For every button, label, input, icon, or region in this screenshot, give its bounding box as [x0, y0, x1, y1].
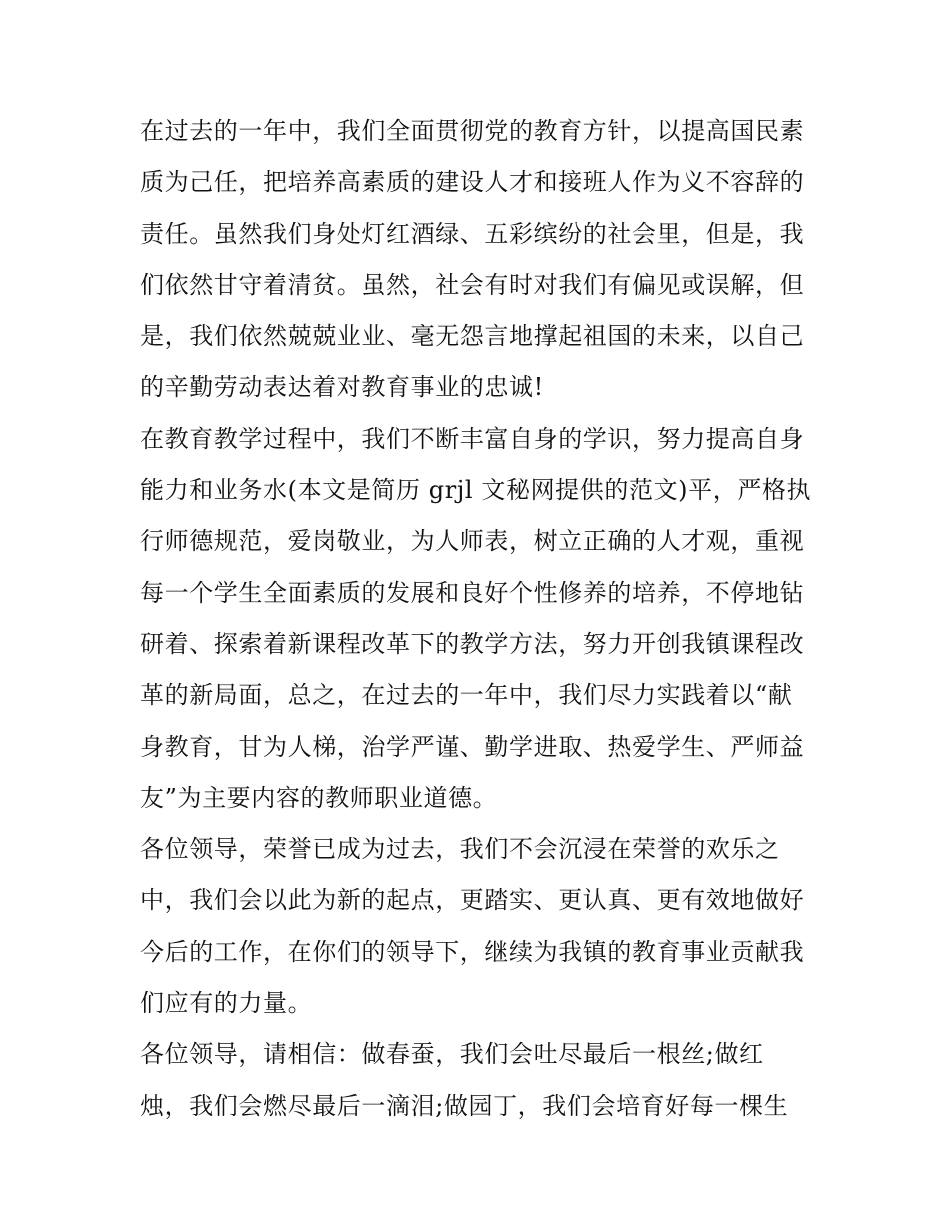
- text-line: 烛，我们会燃尽最后一滴泪;做园丁，我们会培育好每一棵生: [140, 1091, 789, 1120]
- text-line: 各位领导，荣誉已成为过去，我们不会沉浸在荣誉的欢乐之: [140, 835, 780, 864]
- text-line: 是，我们依然兢兢业业、毫无怨言地撑起祖国的未来，以自己: [140, 322, 805, 351]
- text-line: 每一个学生全面素质的发展和良好个性修养的培养，不停地钻: [140, 578, 805, 607]
- text-line: 们应有的力量。: [140, 989, 313, 1018]
- text-line: 中，我们会以此为新的起点，更踏实、更认真、更有效地做好: [140, 886, 805, 915]
- text-line: 各位领导，请相信：做春蚕，我们会吐尽最后一根丝;做红: [140, 1040, 764, 1069]
- text-line: 在过去的一年中，我们全面贯彻党的教育方针，以提高国民素: [140, 117, 805, 145]
- text-line: 今后的工作，在你们的领导下，继续为我镇的教育事业贡献我: [140, 937, 805, 966]
- paragraph-4: [140, 1029, 820, 1132]
- paragraph-3: [140, 824, 820, 1029]
- text-line: 的辛勤劳动表达着对教育事业的忠诚!: [140, 373, 544, 402]
- text-line: 革的新局面，总之，在过去的一年中，我们尽力实践着以“献: [140, 681, 793, 710]
- paragraph-2: [140, 414, 820, 824]
- text-line: 在教育教学过程中，我们不断丰富自身的学识，努力提高自身: [140, 424, 805, 453]
- text-line: 身教育，甘为人梯，治学严谨、勤学进取、热爱学生、严师益: [140, 732, 805, 761]
- text-line: 能力和业务水(本文是简历 grjl 文秘网提供的范文)平，严格执: [140, 476, 812, 505]
- paragraph-1: [140, 106, 820, 414]
- text-line: 们依然甘守着清贫。虽然，社会有时对我们有偏见或误解，但: [140, 270, 805, 299]
- text-line: 责任。虽然我们身处灯红酒绿、五彩缤纷的社会里，但是，我: [140, 219, 805, 248]
- text-line: 友”为主要内容的教师职业道德。: [140, 783, 498, 812]
- text-line: 研着、探索着新课程改革下的教学方法，努力开创我镇课程改: [140, 629, 805, 658]
- text-line: 质为己任，把培养高素质的建设人才和接班人作为义不容辞的: [140, 168, 805, 197]
- document-body: [140, 106, 820, 1132]
- text-line: 行师德规范，爱岗敬业，为人师表，树立正确的人才观，重视: [140, 527, 805, 556]
